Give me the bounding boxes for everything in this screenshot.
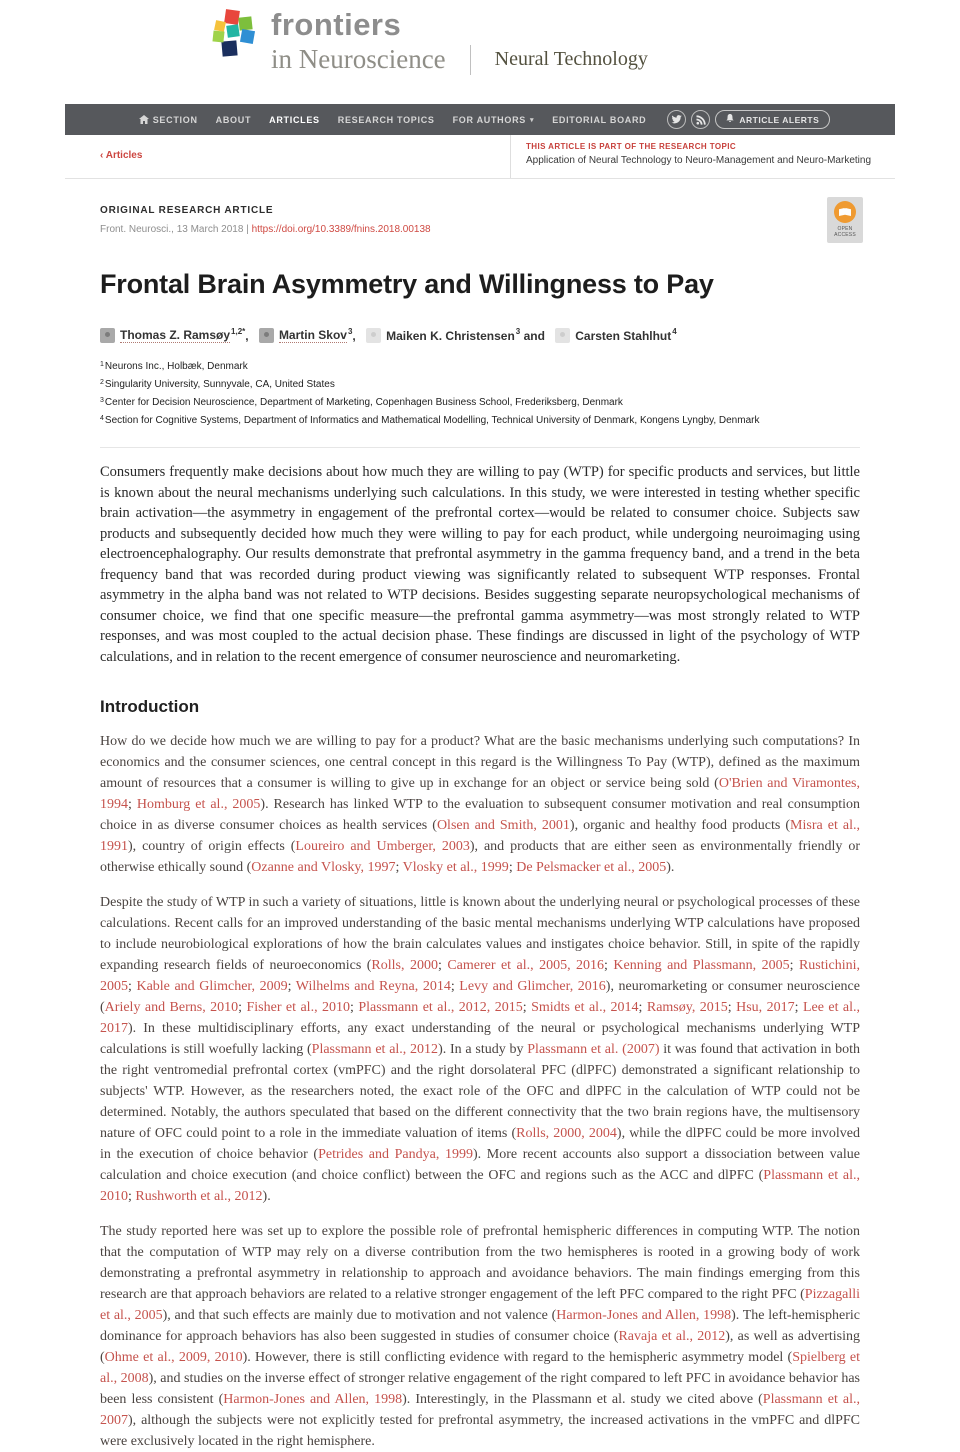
author-avatar [366, 328, 381, 343]
main-navbar [65, 104, 895, 135]
citation-link[interactable]: Plassmann et al. (2007) [527, 1042, 660, 1057]
twitter-icon[interactable] [667, 110, 686, 129]
author-link[interactable]: Carsten Stahlhut 4 [555, 328, 676, 343]
article-meta [65, 179, 895, 238]
article-type-label: ORIGINAL RESEARCH ARTICLE [100, 205, 274, 216]
citation-link[interactable]: Levy and Glimcher, 2016 [459, 979, 606, 994]
citation-line: Front. Neurosci., 13 March 2018 | https://doi.org/10.3389/fnins.2018.00138 [100, 224, 431, 235]
affiliations [65, 358, 895, 430]
brand-divider [470, 45, 471, 75]
citation-link[interactable]: Rushworth et al., 2012 [135, 1189, 263, 1204]
intro-paragraph-1: How do we decide how much we are willing to pay for a product? What are the basic mechanisms underlying such computations? In economics and the consumer sciences, one central concept in this regard is the Willingness To Pay (WTP), defined as the maximum amount of resources that a consumer is willing to give up in exchange for an object or service being sold (O'Brien and Viramontes, 1994; Homburg et al., 2005). Research has linked WTP to the evaluation to subsequent consumer motivation and real consumption choice in as diverse consumer choices as health services (Olsen and Smith, 2001), organic and healthy food products (Misra et al., 1991), country of origin effects (Loureiro and Umberger, 2003), and products that are either seen as environmentally friendly or otherwise ethically sound (Ozanne and Vlosky, 1997; Vlosky et al., 1999; De Pelsmacker et al., 2005). [100, 734, 861, 875]
citation-link[interactable]: Fisher et al., 2010 [246, 1000, 351, 1015]
citation-link[interactable]: Harmon-Jones and Allen, 1998 [556, 1308, 732, 1323]
citation-link[interactable]: Smidts et al., 2014 [531, 1000, 639, 1015]
open-access-caption: OPEN ACCESS [834, 226, 856, 238]
author-avatar [555, 328, 570, 343]
article-title: Frontal Brain Asymmetry and Willingness to Pay [100, 269, 714, 299]
research-topic-label: THIS ARTICLE IS PART OF THE RESEARCH TOPIC [526, 142, 736, 151]
intro-paragraph-3: The study reported here was set up to explore the possible role of prefrontal hemispheric differences in computing WTP. The notion that the computation of WTP may rely on a diverse contribution from the two hemispheres is rooted in a growing body of work demonstrating a prefrontal asymmetry in relationship to approach and avoidance behaviors. The main findings emerging from this research are that approach behaviors are related to a relative stronger engagement of the left PFC compared to the right PFC (Pizzagalli et al., 2005), and that such effects are mainly due to motivation and not valence (Harmon-Jones and Allen, 1998). The left-hemispheric dominance for approach behaviors has also been suggested in studies of consumer choice (Ravaja et al., 2012), as well as advertising (Ohme et al., 2009, 2010). However, there is still conflicting evidence with regard to the hemispheric asymmetry model (Spielberg et al., 2008), and studies on the inverse effect of stronger relative engagement of the right compared to left PFC in avoidance behavior has been less consistent (Harmon-Jones and Allen, 1998). Interestingly, in the Plassmann et al. study we cited above (Plassmann et al., 2007), although the subjects were not explicitly tested for prefrontal asymmetry, the increased activations in the vmPFC and dlPFC were exclusively located in the right hemisphere. [100, 1224, 861, 1449]
author-link[interactable]: Martin Skov 3 [259, 328, 352, 343]
brand-name: frontiers [271, 7, 402, 42]
citation-link[interactable]: Wilhelms and Reyna, 2014 [295, 979, 451, 994]
doi-link[interactable]: https://doi.org/10.3389/fnins.2018.00138 [251, 224, 431, 235]
citation-link[interactable]: Kenning and Plassmann, 2005 [613, 958, 790, 973]
citation-link[interactable]: Rolls, 2000, 2004 [516, 1126, 617, 1141]
breadcrumb-row [65, 135, 895, 179]
citation-link[interactable]: Plassmann et al., 2012 [311, 1042, 439, 1057]
authors-row: Thomas Z. Ramsøy 1,2* , Martin Skov 3 , Maiken K. Christensen 3 and Carsten Stahlhut 4 [65, 328, 895, 343]
affiliation: $^1$Neurons Inc., Holbæk, Denmark [100, 361, 248, 372]
open-access-icon [834, 201, 856, 223]
breadcrumb[interactable]: ‹ Articles [100, 150, 143, 161]
nav-item-section[interactable]: SECTION [139, 115, 198, 125]
citation-link[interactable]: De Pelsmacker et al., 2005 [516, 860, 667, 875]
citation-link[interactable]: Hsu, 2017 [736, 1000, 795, 1015]
citation-link[interactable]: Plassmann et al., 2007 [100, 1392, 860, 1428]
frontiers-logo-icon [213, 10, 261, 64]
citation-link[interactable]: Rustichini, 2005 [100, 958, 861, 994]
citation-link[interactable]: Ozanne and Vlosky, 1997 [251, 860, 396, 875]
citation-link[interactable]: Lee et al., 2017 [100, 1000, 861, 1036]
citation-link[interactable]: Camerer et al., 2005, 2016 [447, 958, 605, 973]
author-avatar [100, 328, 115, 343]
author-link[interactable]: Maiken K. Christensen 3 [366, 328, 520, 343]
citation-link[interactable]: Ravaja et al., 2012 [618, 1329, 726, 1344]
intro-paragraph-2: Despite the study of WTP in such a variety of situations, little is known about the underlying neural or psychological processes of these calculations. Recent calls for an improved understanding of the basic mental mechanisms underlying WTP calculations have proposed to include neurobiological explorations of how the brain calculates values and instigates choice behavior. Still, in spite of the rapidly expanding research fields of neuroeconomics (Rolls, 2000; Camerer et al., 2005, 2016; Kenning and Plassmann, 2005; Rustichini, 2005; Kable and Glimcher, 2009; Wilhelms and Reyna, 2014; Levy and Glimcher, 2016), neuromarketing or consumer neuroscience (Ariely and Berns, 2010; Fisher et al., 2010; Plassmann et al., 2012, 2015; Smidts et al., 2014; Ramsøy, 2015; Hsu, 2017; Lee et al., 2017). In these multidisciplinary efforts, any exact understanding of the neural or psychological mechanisms underlying WTP calculations is still woefully lacking (Plassmann et al., 2012). In a study by Plassmann et al. (2007) it was found that activation in both the right ventromedial prefrontal cortex (vmPFC) and the right dorsolateral PFC (dlPFC) demonstrated a significant relationship to subjects' WTP. However, as the researchers noted, the exact role of the OFC and dlPFC in the calculation of WTP could not be determined. Notably, the authors speculated that based on the different connectivity that the two brain regions have, the multisensory nature of OFC could point to a role in the immediate valuation of items (Rolls, 2000, 2004), while the dlPFC could be more involved in the execution of choice behavior (Petrides and Pandya, 1999). More recent accounts also support a dissociation between value calculation and choice execution (and choice conflict) between the OFC and regions such as the ACC and dlPFC (Plassmann et al., 2010; Rushworth et al., 2012). [100, 895, 861, 1204]
research-topic-link[interactable]: Application of Neural Technology to Neuro-Management and Neuro-Marketing [526, 155, 872, 166]
citation-link[interactable]: Spielberg et al., 2008 [100, 1350, 860, 1386]
citation-link[interactable]: Olsen and Smith, 2001 [436, 818, 570, 833]
citation-link[interactable]: Rolls, 2000 [371, 958, 438, 973]
citation-link[interactable]: Misra et al., 1991 [100, 818, 860, 854]
citation-link[interactable]: O'Brien and Viramontes, 1994 [100, 776, 860, 812]
open-access-badge[interactable] [827, 197, 863, 243]
affiliation: $^3$Center for Decision Neuroscience, Department of Marketing, Copenhagen Business School, Frederiksberg, Denmark [100, 397, 623, 408]
citation-link[interactable]: Ariely and Berns, 2010 [104, 1000, 239, 1015]
rss-icon[interactable] [691, 110, 710, 129]
citation-link[interactable]: Pizzagalli et al., 2005 [100, 1287, 860, 1323]
author-link[interactable]: Thomas Z. Ramsøy 1,2* [100, 328, 245, 343]
chevron-down-icon: ▾ [529, 116, 535, 124]
site-header [65, 0, 895, 104]
frontiers-brand[interactable] [213, 8, 648, 75]
nav-item-for-authors[interactable]: FOR AUTHORS ▾ [452, 114, 535, 125]
author-avatar [259, 328, 274, 343]
citation-link[interactable]: Ramsøy, 2015 [646, 1000, 728, 1015]
nav-item-editorial-board[interactable]: EDITORIAL BOARD [552, 114, 647, 125]
citation-link[interactable]: Kable and Glimcher, 2009 [136, 979, 288, 994]
nav-item-articles[interactable]: ARTICLES [269, 114, 320, 125]
bell-icon [726, 114, 734, 125]
citation-link[interactable]: Loureiro and Umberger, 2003 [295, 839, 470, 854]
citation-text: Front. Neurosci., 13 March 2018 [100, 224, 244, 235]
citation-link[interactable]: Homburg et al., 2005 [136, 797, 261, 812]
page-shell [65, 0, 895, 1452]
citation-link[interactable]: Plassmann et al., 2010 [100, 1168, 860, 1204]
home-icon [139, 115, 149, 124]
citation-link[interactable]: Plassmann et al., 2012, 2015 [358, 1000, 523, 1015]
divider [100, 447, 860, 448]
research-topic-block [510, 135, 895, 178]
nav-item-research-topics[interactable]: RESEARCH TOPICS [337, 114, 435, 125]
affiliation: $^4$Section for Cognitive Systems, Department of Informatics and Mathematical Modelling, Technical University of Denmark, Kongens Lyngby, Denmark [100, 415, 760, 426]
abstract-text: Consumers frequently make decisions about how much they are willing to pay (WTP) for specific products and services, but little is known about the neural mechanisms underlying such calculations. In this study, we were interested in testing whether specific brain activation—the asymmetry in engagement of the prefrontal cortex—would be related to consumer choice. Subjects saw products and subsequently decided how much they were willing to pay for each product, while undergoing neuroimaging using electroencephalography. Our results demonstrate that prefrontal asymmetry in the gamma frequency band, and a trend in the beta frequency band that was recorded during product viewing was significantly related to subsequent WTP responses. Frontal asymmetry in the alpha band was not related to WTP decisions. Besides suggesting separate neuropsychological mechanisms of consumer choice, we find that one specific measure—the prefrontal gamma asymmetry—was most strongly related to WTP responses, and was most coupled to the actual decision phase. These findings are discussed in light of the psychology of WTP calculations, and in relation to the recent emergence of consumer neuroscience and neuromarketing. [100, 464, 860, 665]
journal-name: in Neuroscience [271, 44, 446, 74]
section-heading-introduction: Introduction [100, 697, 200, 716]
citation-link[interactable]: Petrides and Pandya, 1999 [318, 1147, 473, 1162]
citation-link[interactable]: Harmon-Jones and Allen, 1998 [223, 1392, 403, 1407]
citation-link[interactable]: Ohme et al., 2009, 2010 [104, 1350, 243, 1365]
affiliation: $^2$Singularity University, Sunnyvale, CA, United States [100, 379, 335, 390]
journal-section-name: Neural Technology [494, 48, 648, 70]
citation-link[interactable]: Vlosky et al., 1999 [402, 860, 509, 875]
nav-item-about[interactable]: ABOUT [215, 114, 252, 125]
article-alerts-button[interactable]: ARTICLE ALERTS [715, 110, 830, 129]
